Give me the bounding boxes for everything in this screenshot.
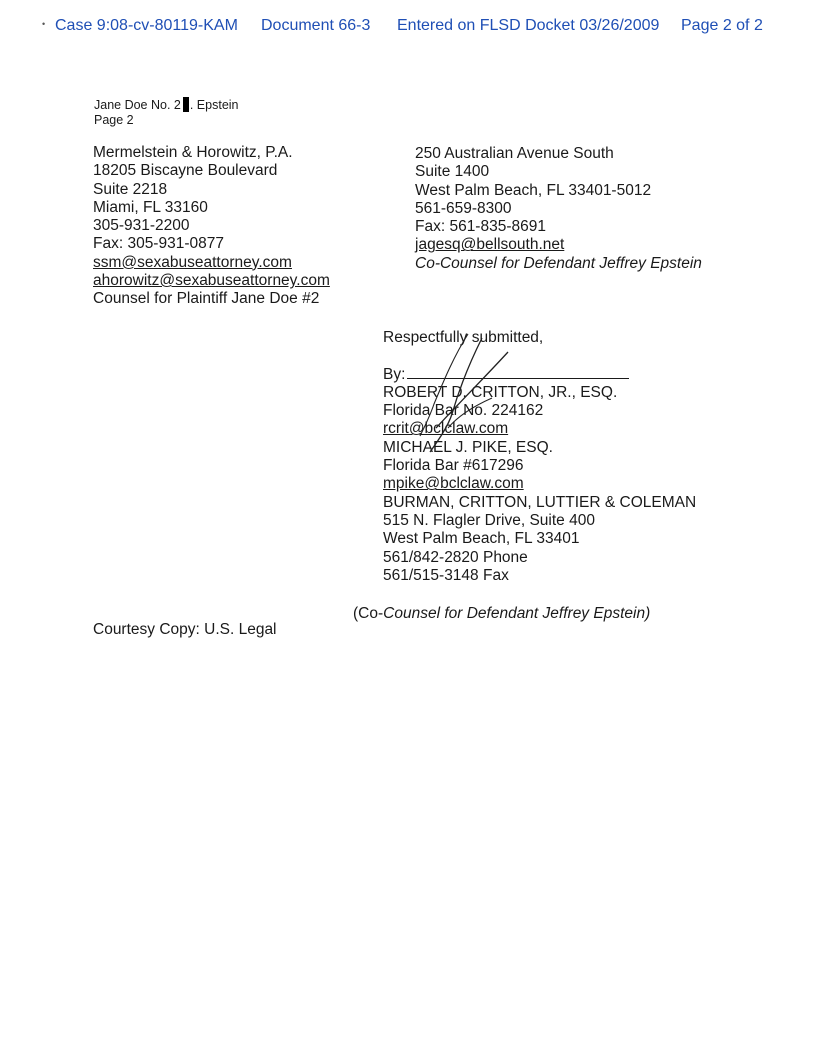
signature-rule xyxy=(407,366,629,379)
fax-line: Fax: 561-835-8691 xyxy=(415,218,546,236)
running-header xyxy=(94,97,239,128)
signature-block xyxy=(383,329,696,585)
address-line: Mermelstein & Horowitz, P.A. xyxy=(93,144,293,161)
counsel-role: Counsel for Plaintiff Jane Doe #2 xyxy=(93,290,320,308)
bar-number: Florida Bar No. 224162 xyxy=(383,402,544,420)
phone-line: 561-659-8300 xyxy=(415,199,512,217)
redaction-bar xyxy=(183,97,189,112)
attorney-name: MICHAEL J. PIKE, ESQ. xyxy=(383,438,553,456)
case-number: Case 9:08-cv-80119-KAM xyxy=(55,17,238,34)
signature-closing: (Co-Counsel for Defendant Jeffrey Epstein) xyxy=(353,605,651,622)
bar-number: Florida Bar #617296 xyxy=(383,457,524,475)
email-link[interactable]: mpike@bclclaw.com xyxy=(383,475,524,493)
respectfully-submitted: Respectfully submitted, xyxy=(383,329,544,346)
plaintiff-counsel-block xyxy=(93,144,330,309)
running-header-page: Page 2 xyxy=(94,113,134,127)
address-line: West Palm Beach, FL 33401-5012 xyxy=(415,181,652,199)
scan-mark: • xyxy=(42,19,46,29)
address-line: West Palm Beach, FL 33401 xyxy=(383,530,580,548)
signature-line: By: xyxy=(383,366,696,384)
phone-line: 561/842-2820 Phone xyxy=(383,548,528,566)
docket-entry-date: Entered on FLSD Docket 03/26/2009 xyxy=(397,17,660,34)
counsel-role: Co-Counsel for Defendant Jeffrey Epstein xyxy=(415,254,702,272)
courtesy-copy: Courtesy Copy: U.S. Legal xyxy=(93,621,277,638)
fax-line: Fax: 305-931-0877 xyxy=(93,235,224,253)
address-line: 18205 Biscayne Boulevard xyxy=(93,162,278,180)
email-link[interactable]: ssm@sexabuseattorney.com xyxy=(93,253,292,271)
fax-line: 561/515-3148 Fax xyxy=(383,566,509,584)
address-line: Miami, FL 33160 xyxy=(93,198,208,216)
email-link[interactable]: rcrit@bclclaw.com xyxy=(383,420,509,438)
address-line: 250 Australian Avenue South xyxy=(415,145,614,162)
address-line: Suite 2218 xyxy=(93,180,168,198)
running-header-line1: Jane Doe No. 2 . Epstein xyxy=(94,98,239,112)
email-link[interactable]: jagesq@bellsouth.net xyxy=(415,236,565,254)
co-counsel-block xyxy=(415,145,702,273)
docket-header xyxy=(0,17,817,39)
phone-line: 305-931-2200 xyxy=(93,217,190,235)
attorney-name: ROBERT D. CRITTON, JR., ESQ. xyxy=(383,383,618,401)
address-line: 515 N. Flagler Drive, Suite 400 xyxy=(383,511,595,529)
address-line: Suite 1400 xyxy=(415,163,490,181)
page-count: Page 2 of 2 xyxy=(681,17,763,34)
firm-name: BURMAN, CRITTON, LUTTIER & COLEMAN xyxy=(383,493,697,511)
spacer xyxy=(383,347,696,365)
document-number: Document 66-3 xyxy=(261,17,371,34)
email-link[interactable]: ahorowitz@sexabuseattorney.com xyxy=(93,272,330,290)
